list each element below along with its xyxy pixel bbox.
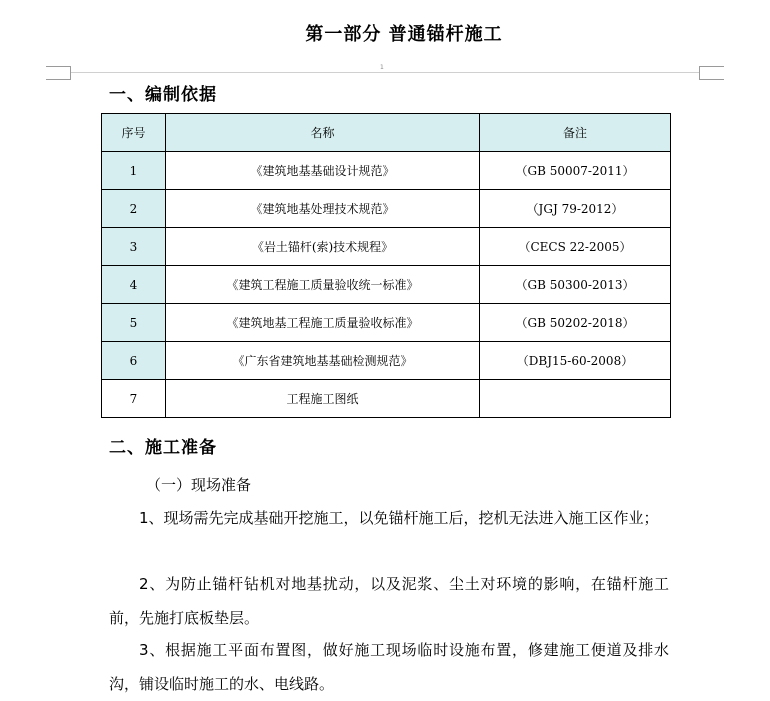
row-note: （GB 50007-2011）	[480, 152, 671, 190]
row-note: （CECS 22-2005）	[480, 228, 671, 266]
row-name: 《建筑地基处理技术规范》	[166, 190, 480, 228]
row-no: 6	[102, 342, 166, 380]
row-name: 《建筑工程施工质量验收统一标准》	[166, 266, 480, 304]
header-rule	[71, 72, 700, 73]
row-name: 《建筑地基基础设计规范》	[166, 152, 480, 190]
paragraph-3: 3、根据施工平面布置图，做好施工现场临时设施布置，修建施工便道及排水沟，铺设临时施工的水、电线路。	[109, 641, 669, 693]
document-title: 第一部分 普通锚杆施工	[305, 24, 503, 45]
row-no: 3	[102, 228, 166, 266]
row-name: 《建筑地基工程施工质量验收标准》	[166, 304, 480, 342]
basis-table	[101, 113, 671, 418]
subheading-site-preparation: （一）现场准备	[146, 476, 252, 494]
column-header-name: 名称	[166, 114, 480, 152]
row-note: （DBJ15-60-2008）	[480, 342, 671, 380]
row-note: （GB 50202-2018）	[480, 304, 671, 342]
row-no: 4	[102, 266, 166, 304]
row-name: 《广东省建筑地基基础检测规范》	[166, 342, 480, 380]
table-row	[102, 342, 671, 380]
row-no: 1	[102, 152, 166, 190]
row-name: 《岩土锚杆(索)技术规程》	[166, 228, 480, 266]
row-note	[480, 380, 671, 418]
paragraph-2: 2、为防止锚杆钻机对地基扰动，以及泥浆、尘土对环境的影响，在锚杆施工前，先施打底板垫层。	[109, 575, 669, 627]
table-header-row	[102, 114, 671, 152]
section-heading-preparation: 二、施工准备	[109, 438, 217, 458]
section-heading-basis: 一、编制依据	[109, 85, 217, 105]
table-row	[102, 228, 671, 266]
page-marker: 1	[380, 64, 384, 71]
table-row	[102, 152, 671, 190]
row-name: 工程施工图纸	[166, 380, 480, 418]
row-no: 7	[102, 380, 166, 418]
column-header-note: 备注	[480, 114, 671, 152]
table-row	[102, 190, 671, 228]
header-corner-mark-left	[46, 66, 71, 80]
row-note: （JGJ 79-2012）	[480, 190, 671, 228]
table-row	[102, 380, 671, 418]
column-header-no: 序号	[102, 114, 166, 152]
table-row	[102, 266, 671, 304]
paragraph-1: 1、现场需先完成基础开挖施工，以免锚杆施工后，挖机无法进入施工区作业；	[139, 509, 659, 527]
row-no: 2	[102, 190, 166, 228]
header-corner-mark-right	[699, 66, 724, 80]
row-no: 5	[102, 304, 166, 342]
table-row	[102, 304, 671, 342]
row-note: （GB 50300-2013）	[480, 266, 671, 304]
